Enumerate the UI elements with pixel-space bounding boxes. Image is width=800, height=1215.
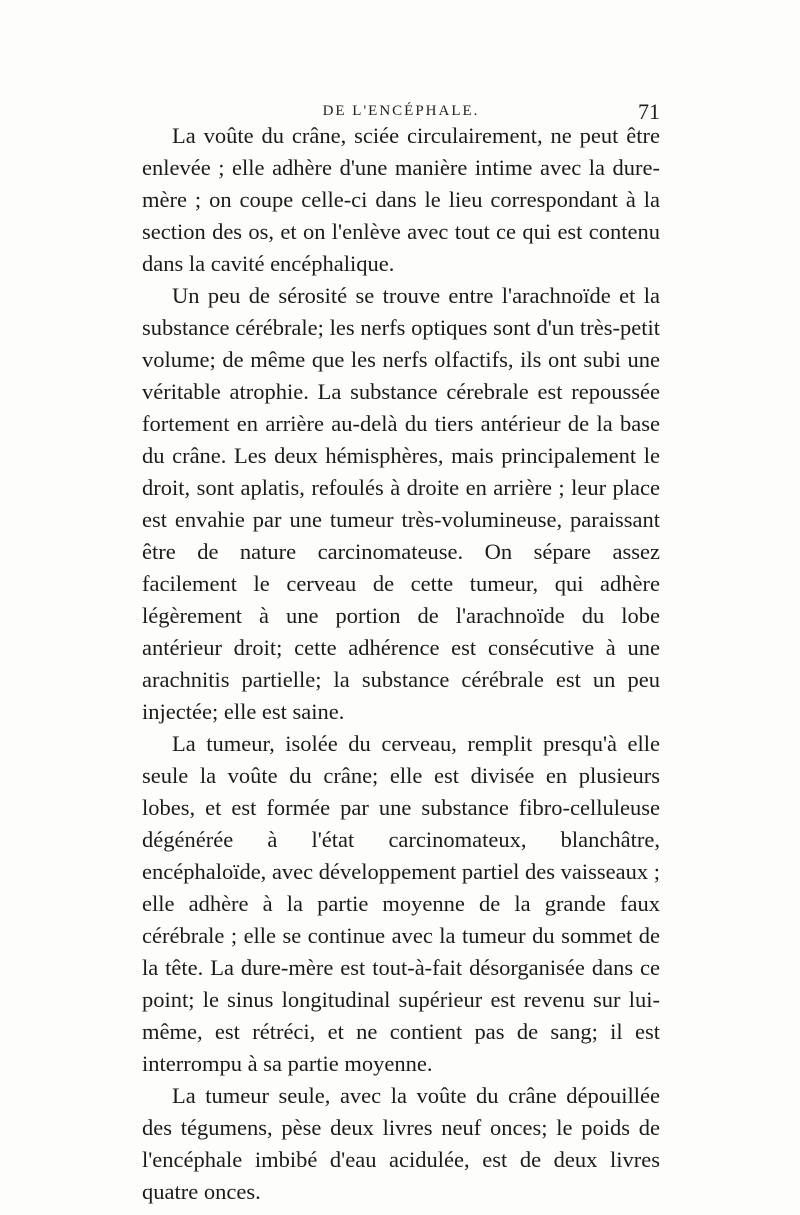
body-text (142, 120, 660, 1208)
paragraph: La tumeur seule, avec la voûte du crâne dépouillée des tégumens, pèse deux livres neuf onces; le poids de l'encéphale imbibé d'eau acidulée, est de deux livres quatre onces. (142, 1083, 660, 1204)
paragraph: La tumeur, isolée du cerveau, remplit presqu'à elle seule la voûte du crâne; elle est divisée en plusieurs lobes, et est formée par une substance fibro-celluleuse dégénérée à l'état carcinomateux, blanchâtre, encéphaloïde, avec développement partiel des vaisseaux ; elle adhère à la partie moyenne de la grande faux cérébrale ; elle se continue avec la tumeur du sommet de la tête. La dure-mère est tout-à-fait désorganisée dans ce point; le sinus longitudinal supérieur est revenu sur lui-même, est rétréci, et ne contient pas de sang; il est interrompu à sa partie moyenne. (142, 731, 660, 1076)
page-number: 71 (638, 99, 660, 124)
running-title: DE L'ENCÉPHALE. (322, 103, 480, 119)
paragraph: La voûte du crâne, sciée circulairement, ne peut être enlevée ; elle adhère d'une manière intime avec la dure-mère ; on coupe celle-ci dans le lieu correspondant à la section des os, et on l'enlève avec tout ce qui est contenu dans la cavité encéphalique. (142, 123, 660, 276)
paragraph: Un peu de sérosité se trouve entre l'arachnoïde et la substance cérébrale; les nerfs optiques sont d'un très-petit volume; de même que les nerfs olfactifs, ils ont subi une véritable atrophie. La substance cérebrale est repoussée fortement en arrière au-delà du tiers antérieur de la base du crâne. Les deux hémisphères, mais principalement le droit, sont aplatis, refoulés à droite en arrière ; leur place est envahie par une tumeur très-volumineuse, paraissant être de nature carcinomateuse. On sépare assez facilement le cerveau de cette tumeur, qui adhère légèrement à une portion de l'arachnoïde du lobe antérieur droit; cette adhérence est consécutive à une arachnitis partielle; la substance cérébrale est un peu injectée; elle est saine. (142, 283, 660, 724)
